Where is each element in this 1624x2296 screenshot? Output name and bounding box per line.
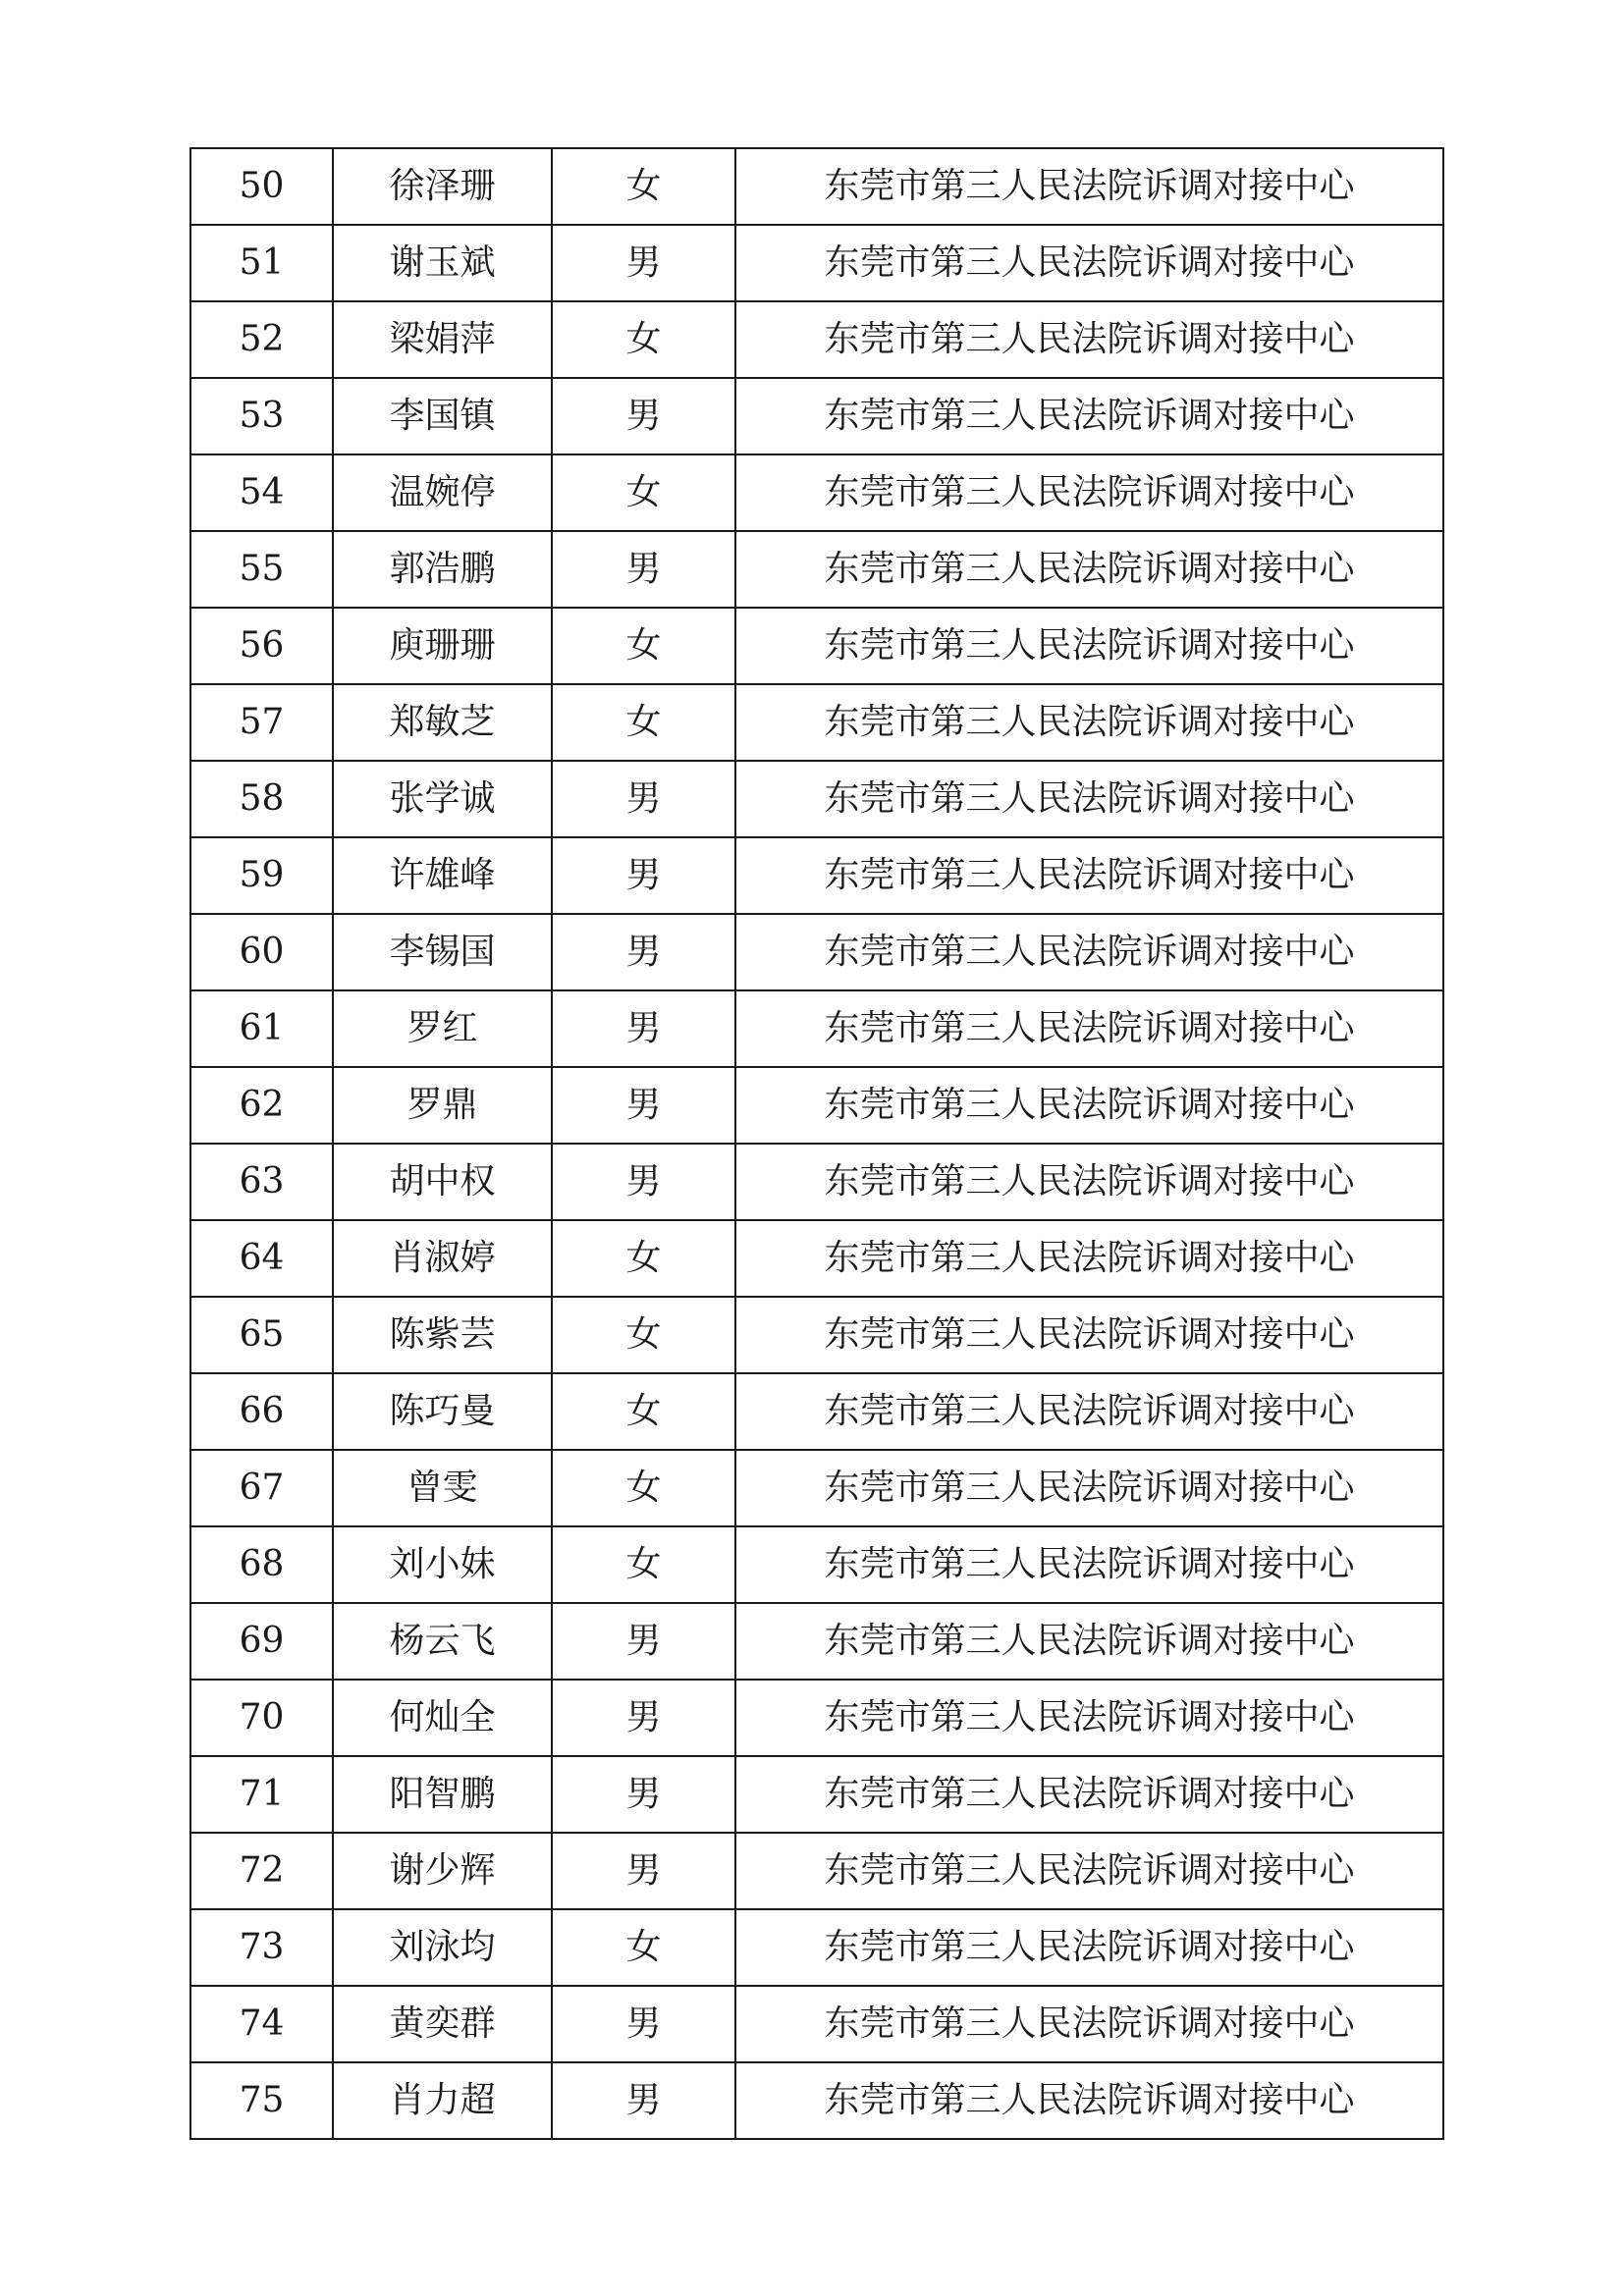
row-number-cell: 54: [190, 454, 333, 531]
table-row: [190, 837, 1443, 914]
row-number-cell: 56: [190, 608, 333, 684]
row-number-cell: 68: [190, 1526, 333, 1603]
gender-cell: 女: [552, 454, 735, 531]
organization-cell: 东莞市第三人民法院诉调对接中心: [735, 1220, 1443, 1297]
gender-cell: 男: [552, 378, 735, 454]
gender-cell: 女: [552, 1220, 735, 1297]
organization-cell: 东莞市第三人民法院诉调对接中心: [735, 1067, 1443, 1144]
organization-cell: 东莞市第三人民法院诉调对接中心: [735, 1833, 1443, 1909]
gender-cell: 男: [552, 990, 735, 1067]
person-name-cell: 张学诚: [333, 761, 552, 837]
organization-cell: 东莞市第三人民法院诉调对接中心: [735, 684, 1443, 761]
row-number-cell: 59: [190, 837, 333, 914]
person-name-cell: 郑敏芝: [333, 684, 552, 761]
gender-cell: 男: [552, 1680, 735, 1756]
gender-cell: 女: [552, 1526, 735, 1603]
gender-cell: 女: [552, 684, 735, 761]
table-row: [190, 225, 1443, 301]
gender-cell: 女: [552, 1450, 735, 1526]
row-number-cell: 62: [190, 1067, 333, 1144]
organization-cell: 东莞市第三人民法院诉调对接中心: [735, 301, 1443, 378]
table-row: [190, 1297, 1443, 1373]
gender-cell: 男: [552, 914, 735, 990]
table-row: [190, 301, 1443, 378]
organization-cell: 东莞市第三人民法院诉调对接中心: [735, 1603, 1443, 1680]
table-row: [190, 608, 1443, 684]
table-row: [190, 1603, 1443, 1680]
table-row: [190, 1067, 1443, 1144]
organization-cell: 东莞市第三人民法院诉调对接中心: [735, 837, 1443, 914]
organization-cell: 东莞市第三人民法院诉调对接中心: [735, 1144, 1443, 1220]
person-name-cell: 郭浩鹏: [333, 531, 552, 608]
person-name-cell: 胡中权: [333, 1144, 552, 1220]
organization-cell: 东莞市第三人民法院诉调对接中心: [735, 531, 1443, 608]
row-number-cell: 74: [190, 1986, 333, 2062]
row-number-cell: 57: [190, 684, 333, 761]
gender-cell: 男: [552, 531, 735, 608]
organization-cell: 东莞市第三人民法院诉调对接中心: [735, 761, 1443, 837]
row-number-cell: 65: [190, 1297, 333, 1373]
table-row: [190, 148, 1443, 225]
table-row: [190, 914, 1443, 990]
row-number-cell: 67: [190, 1450, 333, 1526]
person-name-cell: 陈紫芸: [333, 1297, 552, 1373]
organization-cell: 东莞市第三人民法院诉调对接中心: [735, 1450, 1443, 1526]
gender-cell: 女: [552, 301, 735, 378]
table-row: [190, 1909, 1443, 1986]
table-row: [190, 1450, 1443, 1526]
organization-cell: 东莞市第三人民法院诉调对接中心: [735, 1680, 1443, 1756]
organization-cell: 东莞市第三人民法院诉调对接中心: [735, 1909, 1443, 1986]
table-row: [190, 761, 1443, 837]
table-row: [190, 531, 1443, 608]
organization-cell: 东莞市第三人民法院诉调对接中心: [735, 2062, 1443, 2139]
gender-cell: 男: [552, 1986, 735, 2062]
person-name-cell: 许雄峰: [333, 837, 552, 914]
gender-cell: 男: [552, 837, 735, 914]
table-row: [190, 990, 1443, 1067]
table-row: [190, 1680, 1443, 1756]
gender-cell: 女: [552, 1909, 735, 1986]
gender-cell: 男: [552, 761, 735, 837]
person-name-cell: 李锡国: [333, 914, 552, 990]
person-name-cell: 阳智鹏: [333, 1756, 552, 1833]
row-number-cell: 69: [190, 1603, 333, 1680]
gender-cell: 男: [552, 1067, 735, 1144]
organization-cell: 东莞市第三人民法院诉调对接中心: [735, 914, 1443, 990]
person-name-cell: 何灿全: [333, 1680, 552, 1756]
row-number-cell: 71: [190, 1756, 333, 1833]
table-row: [190, 1986, 1443, 2062]
row-number-cell: 52: [190, 301, 333, 378]
table-row: [190, 1833, 1443, 1909]
organization-cell: 东莞市第三人民法院诉调对接中心: [735, 378, 1443, 454]
table-row: [190, 1756, 1443, 1833]
person-name-cell: 肖淑婷: [333, 1220, 552, 1297]
row-number-cell: 72: [190, 1833, 333, 1909]
person-name-cell: 黄奕群: [333, 1986, 552, 2062]
gender-cell: 男: [552, 1756, 735, 1833]
person-name-cell: 徐泽珊: [333, 148, 552, 225]
row-number-cell: 55: [190, 531, 333, 608]
roster-table: [189, 147, 1444, 2140]
gender-cell: 女: [552, 1297, 735, 1373]
row-number-cell: 73: [190, 1909, 333, 1986]
gender-cell: 女: [552, 148, 735, 225]
gender-cell: 女: [552, 608, 735, 684]
gender-cell: 女: [552, 1373, 735, 1450]
organization-cell: 东莞市第三人民法院诉调对接中心: [735, 1986, 1443, 2062]
row-number-cell: 61: [190, 990, 333, 1067]
organization-cell: 东莞市第三人民法院诉调对接中心: [735, 148, 1443, 225]
organization-cell: 东莞市第三人民法院诉调对接中心: [735, 1297, 1443, 1373]
row-number-cell: 70: [190, 1680, 333, 1756]
table-row: [190, 1144, 1443, 1220]
person-name-cell: 刘泳均: [333, 1909, 552, 1986]
gender-cell: 男: [552, 1603, 735, 1680]
person-name-cell: 梁娟萍: [333, 301, 552, 378]
row-number-cell: 60: [190, 914, 333, 990]
row-number-cell: 58: [190, 761, 333, 837]
organization-cell: 东莞市第三人民法院诉调对接中心: [735, 990, 1443, 1067]
table-row: [190, 1373, 1443, 1450]
gender-cell: 男: [552, 225, 735, 301]
table-row: [190, 2062, 1443, 2139]
row-number-cell: 64: [190, 1220, 333, 1297]
row-number-cell: 66: [190, 1373, 333, 1450]
person-name-cell: 肖力超: [333, 2062, 552, 2139]
person-name-cell: 曾雯: [333, 1450, 552, 1526]
person-name-cell: 陈巧曼: [333, 1373, 552, 1450]
table-row: [190, 454, 1443, 531]
row-number-cell: 50: [190, 148, 333, 225]
organization-cell: 东莞市第三人民法院诉调对接中心: [735, 608, 1443, 684]
person-name-cell: 杨云飞: [333, 1603, 552, 1680]
organization-cell: 东莞市第三人民法院诉调对接中心: [735, 454, 1443, 531]
table-row: [190, 1526, 1443, 1603]
roster-body: [190, 148, 1443, 2139]
person-name-cell: 罗红: [333, 990, 552, 1067]
gender-cell: 男: [552, 1144, 735, 1220]
person-name-cell: 谢少辉: [333, 1833, 552, 1909]
person-name-cell: 庾珊珊: [333, 608, 552, 684]
person-name-cell: 刘小妹: [333, 1526, 552, 1603]
row-number-cell: 75: [190, 2062, 333, 2139]
organization-cell: 东莞市第三人民法院诉调对接中心: [735, 1373, 1443, 1450]
person-name-cell: 李国镇: [333, 378, 552, 454]
person-name-cell: 温婉停: [333, 454, 552, 531]
person-name-cell: 罗鼎: [333, 1067, 552, 1144]
organization-cell: 东莞市第三人民法院诉调对接中心: [735, 1756, 1443, 1833]
gender-cell: 男: [552, 1833, 735, 1909]
row-number-cell: 51: [190, 225, 333, 301]
gender-cell: 男: [552, 2062, 735, 2139]
table-row: [190, 684, 1443, 761]
table-row: [190, 1220, 1443, 1297]
organization-cell: 东莞市第三人民法院诉调对接中心: [735, 225, 1443, 301]
person-name-cell: 谢玉斌: [333, 225, 552, 301]
organization-cell: 东莞市第三人民法院诉调对接中心: [735, 1526, 1443, 1603]
row-number-cell: 63: [190, 1144, 333, 1220]
table-row: [190, 378, 1443, 454]
row-number-cell: 53: [190, 378, 333, 454]
